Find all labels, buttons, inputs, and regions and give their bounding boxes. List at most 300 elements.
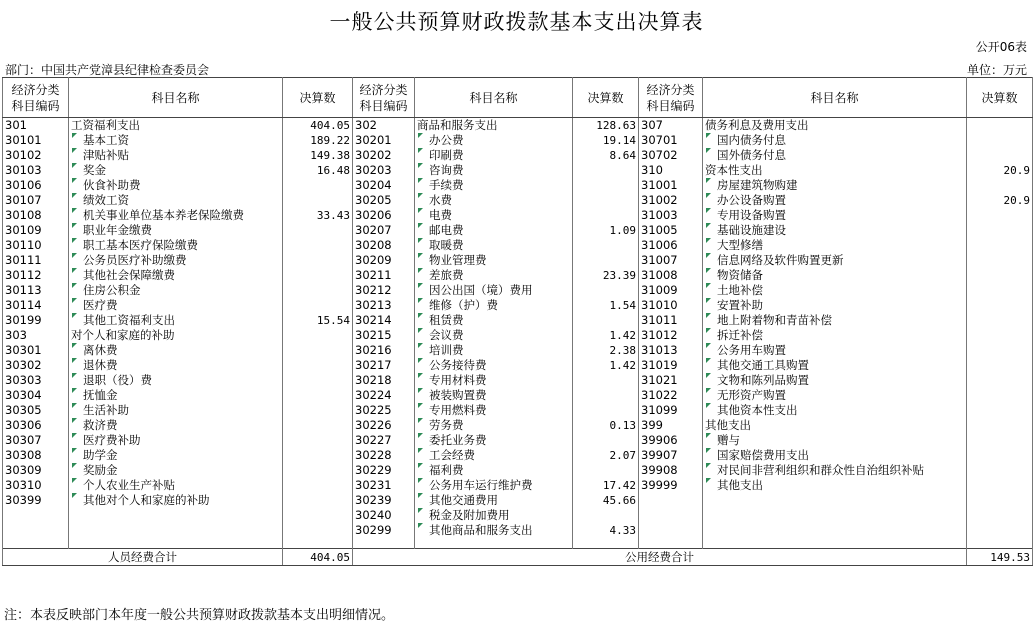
name-cell-2: 维修（护）费 [415, 298, 573, 313]
code-cell-1: 30114 [3, 298, 69, 313]
name-cell-3: 安置补助 [703, 298, 967, 313]
name-cell-2: 其他商品和服务支出 [415, 523, 573, 538]
code-cell-2: 30205 [353, 193, 415, 208]
code-cell-1: 30302 [3, 358, 69, 373]
name-cell-3 [703, 493, 967, 508]
table-row [3, 343, 1033, 358]
amount-cell-1 [283, 193, 353, 208]
amount-cell-2: 2.07 [573, 448, 639, 463]
code-cell-3: 31007 [639, 253, 703, 268]
code-cell-1 [3, 508, 69, 523]
code-cell-1: 30109 [3, 223, 69, 238]
amount-cell-2: 1.42 [573, 358, 639, 373]
name-cell-1: 基本工资 [69, 133, 283, 148]
name-cell-3: 土地补偿 [703, 283, 967, 298]
code-cell-3: 399 [639, 418, 703, 433]
name-cell-2: 电费 [415, 208, 573, 223]
amount-cell-1 [283, 178, 353, 193]
code-cell-1: 30113 [3, 283, 69, 298]
name-cell-3: 国家赔偿费用支出 [703, 448, 967, 463]
name-cell-3: 无形资产购置 [703, 388, 967, 403]
code-cell-2: 30239 [353, 493, 415, 508]
code-cell-1: 30199 [3, 313, 69, 328]
table-row [3, 373, 1033, 388]
name-cell-1: 助学金 [69, 448, 283, 463]
amount-cell-3 [967, 238, 1033, 253]
code-cell-2: 30209 [353, 253, 415, 268]
footnote: 注：本表反映部门本年度一般公共预算财政拨款基本支出明细情况。 [4, 608, 395, 623]
amount-cell-2 [573, 403, 639, 418]
amount-cell-2 [573, 178, 639, 193]
name-cell-3: 其他支出 [703, 418, 967, 433]
table-row [3, 163, 1033, 178]
table-row [3, 433, 1033, 448]
code-cell-2: 30204 [353, 178, 415, 193]
name-cell-3: 物资储备 [703, 268, 967, 283]
amount-cell-3 [967, 223, 1033, 238]
name-cell-2: 专用燃料费 [415, 403, 573, 418]
amount-cell-2: 2.38 [573, 343, 639, 358]
amount-cell-3 [967, 403, 1033, 418]
name-cell-3 [703, 508, 967, 523]
table-row [3, 148, 1033, 163]
name-cell-3: 地上附着物和青苗补偿 [703, 313, 967, 328]
table-row [3, 523, 1033, 538]
amount-cell-1 [283, 283, 353, 298]
name-cell-2: 委托业务费 [415, 433, 573, 448]
name-cell-3: 国内债务付息 [703, 133, 967, 148]
amount-cell-3 [967, 283, 1033, 298]
department-label: 部门：中国共产党漳县纪律检查委员会 [5, 63, 210, 77]
code-cell-2: 30202 [353, 148, 415, 163]
code-cell-3: 310 [639, 163, 703, 178]
name-cell-3: 债务利息及费用支出 [703, 118, 967, 134]
code-cell-1: 30308 [3, 448, 69, 463]
amount-cell-1 [283, 238, 353, 253]
spacer-cell [703, 538, 967, 549]
expenditure-table [2, 77, 1033, 566]
code-cell-2: 30228 [353, 448, 415, 463]
code-cell-3: 39999 [639, 478, 703, 493]
name-cell-1: 公务员医疗补助缴费 [69, 253, 283, 268]
spacer-cell [69, 538, 283, 549]
amount-cell-2 [573, 253, 639, 268]
name-cell-1: 奖金 [69, 163, 283, 178]
table-row [3, 283, 1033, 298]
name-cell-1: 医疗费补助 [69, 433, 283, 448]
amount-cell-3 [967, 343, 1033, 358]
amount-cell-2 [573, 208, 639, 223]
amount-cell-3 [967, 508, 1033, 523]
amount-cell-2 [573, 163, 639, 178]
code-cell-2: 30227 [353, 433, 415, 448]
amount-cell-3 [967, 358, 1033, 373]
personnel-total-value: 404.05 [283, 549, 353, 566]
code-cell-2: 30215 [353, 328, 415, 343]
name-cell-2: 劳务费 [415, 418, 573, 433]
totals-row [3, 549, 1033, 566]
code-cell-1: 30108 [3, 208, 69, 223]
amount-cell-3 [967, 418, 1033, 433]
code-cell-3: 31002 [639, 193, 703, 208]
name-cell-3: 房屋建筑物购建 [703, 178, 967, 193]
amount-cell-2: 23.39 [573, 268, 639, 283]
code-cell-3: 31099 [639, 403, 703, 418]
table-row [3, 208, 1033, 223]
code-cell-2: 30211 [353, 268, 415, 283]
amount-cell-1 [283, 523, 353, 538]
code-cell-2: 30224 [353, 388, 415, 403]
amount-cell-1 [283, 508, 353, 523]
amount-cell-2 [573, 238, 639, 253]
code-cell-3: 31009 [639, 283, 703, 298]
code-cell-1: 30310 [3, 478, 69, 493]
personnel-total-label: 人员经费合计 [3, 549, 283, 566]
amount-cell-3 [967, 208, 1033, 223]
code-cell-1: 30112 [3, 268, 69, 283]
unit-label: 单位：万元 [966, 63, 1027, 77]
spacer-cell [967, 538, 1033, 549]
name-cell-3: 其他交通工具购置 [703, 358, 967, 373]
amount-cell-3: 20.9 [967, 193, 1033, 208]
table-row [3, 463, 1033, 478]
name-cell-2: 税金及附加费用 [415, 508, 573, 523]
spacer-cell [639, 538, 703, 549]
table-row [3, 313, 1033, 328]
name-cell-2: 公务用车运行维护费 [415, 478, 573, 493]
name-cell-1: 对个人和家庭的补助 [69, 328, 283, 343]
name-cell-2: 培训费 [415, 343, 573, 358]
code-cell-1: 30399 [3, 493, 69, 508]
amount-cell-3 [967, 373, 1033, 388]
amount-cell-2 [573, 313, 639, 328]
amount-cell-3 [967, 298, 1033, 313]
code-cell-2: 30240 [353, 508, 415, 523]
amount-cell-2: 19.14 [573, 133, 639, 148]
name-cell-1: 离休费 [69, 343, 283, 358]
table-row [3, 493, 1033, 508]
spacer-row [3, 538, 1033, 549]
code-cell-3: 31013 [639, 343, 703, 358]
name-cell-3: 其他资本性支出 [703, 403, 967, 418]
code-cell-3: 39907 [639, 448, 703, 463]
code-cell-3: 31011 [639, 313, 703, 328]
code-cell-3 [639, 493, 703, 508]
name-cell-1: 职工基本医疗保险缴费 [69, 238, 283, 253]
code-cell-2: 30203 [353, 163, 415, 178]
name-cell-1: 医疗费 [69, 298, 283, 313]
name-cell-1: 住房公积金 [69, 283, 283, 298]
amount-cell-2 [573, 433, 639, 448]
amount-cell-1 [283, 373, 353, 388]
code-cell-1: 30305 [3, 403, 69, 418]
amount-cell-3: 20.9 [967, 163, 1033, 178]
code-cell-2: 30201 [353, 133, 415, 148]
name-cell-1: 机关事业单位基本养老保险缴费 [69, 208, 283, 223]
code-cell-3: 31008 [639, 268, 703, 283]
name-cell-1: 生活补助 [69, 403, 283, 418]
code-cell-2: 30299 [353, 523, 415, 538]
amount-cell-2 [573, 508, 639, 523]
name-cell-1: 退职（役）费 [69, 373, 283, 388]
amount-cell-1 [283, 388, 353, 403]
name-cell-2: 工会经费 [415, 448, 573, 463]
amount-cell-2: 17.42 [573, 478, 639, 493]
name-cell-3: 对民间非营利组织和群众性自治组织补贴 [703, 463, 967, 478]
header-code-3: 经济分类 科目编码 [639, 78, 703, 118]
name-cell-3: 资本性支出 [703, 163, 967, 178]
amount-cell-1 [283, 298, 353, 313]
code-cell-3: 31010 [639, 298, 703, 313]
table-row [3, 448, 1033, 463]
amount-cell-3 [967, 253, 1033, 268]
table-row [3, 388, 1033, 403]
amount-cell-3 [967, 523, 1033, 538]
name-cell-1: 个人农业生产补贴 [69, 478, 283, 493]
code-cell-1: 30307 [3, 433, 69, 448]
code-cell-2: 30231 [353, 478, 415, 493]
code-cell-1: 30101 [3, 133, 69, 148]
name-cell-3: 赠与 [703, 433, 967, 448]
code-cell-1: 30107 [3, 193, 69, 208]
table-row [3, 193, 1033, 208]
amount-cell-1: 33.43 [283, 208, 353, 223]
name-cell-2: 差旅费 [415, 268, 573, 283]
code-cell-3: 31005 [639, 223, 703, 238]
amount-cell-2 [573, 388, 639, 403]
amount-cell-3 [967, 268, 1033, 283]
name-cell-2: 水费 [415, 193, 573, 208]
code-cell-2: 30229 [353, 463, 415, 478]
table-row [3, 298, 1033, 313]
code-cell-2: 30207 [353, 223, 415, 238]
code-cell-1: 30301 [3, 343, 69, 358]
amount-cell-3 [967, 493, 1033, 508]
name-cell-2: 印刷费 [415, 148, 573, 163]
amount-cell-2 [573, 283, 639, 298]
code-cell-1: 30110 [3, 238, 69, 253]
name-cell-1: 救济费 [69, 418, 283, 433]
public-total-label: 公用经费合计 [353, 549, 967, 566]
name-cell-1: 津贴补贴 [69, 148, 283, 163]
table-row [3, 403, 1033, 418]
header-amount-3: 决算数 [967, 78, 1033, 118]
code-cell-1: 30303 [3, 373, 69, 388]
code-cell-1: 30304 [3, 388, 69, 403]
spacer-cell [415, 538, 573, 549]
code-cell-3: 31003 [639, 208, 703, 223]
code-cell-1: 30111 [3, 253, 69, 268]
code-cell-3: 30701 [639, 133, 703, 148]
code-cell-2: 30216 [353, 343, 415, 358]
code-cell-1: 303 [3, 328, 69, 343]
amount-cell-3 [967, 133, 1033, 148]
name-cell-2: 会议费 [415, 328, 573, 343]
amount-cell-1: 15.54 [283, 313, 353, 328]
name-cell-1 [69, 508, 283, 523]
table-row [3, 508, 1033, 523]
name-cell-1: 退休费 [69, 358, 283, 373]
name-cell-3 [703, 523, 967, 538]
table-row [3, 478, 1033, 493]
table-row [3, 268, 1033, 283]
name-cell-2: 专用材料费 [415, 373, 573, 388]
code-cell-3: 307 [639, 118, 703, 134]
header-code-2: 经济分类 科目编码 [353, 78, 415, 118]
amount-cell-3 [967, 463, 1033, 478]
code-cell-1: 30106 [3, 178, 69, 193]
code-cell-3: 31001 [639, 178, 703, 193]
name-cell-3: 基础设施建设 [703, 223, 967, 238]
name-cell-2: 咨询费 [415, 163, 573, 178]
code-cell-1: 30309 [3, 463, 69, 478]
name-cell-2: 其他交通费用 [415, 493, 573, 508]
table-row [3, 133, 1033, 148]
code-cell-1: 30102 [3, 148, 69, 163]
amount-cell-3 [967, 433, 1033, 448]
amount-cell-3 [967, 313, 1033, 328]
name-cell-2: 租赁费 [415, 313, 573, 328]
name-cell-2: 取暖费 [415, 238, 573, 253]
header-amount-2: 决算数 [573, 78, 639, 118]
amount-cell-1 [283, 418, 353, 433]
header-name-1: 科目名称 [69, 78, 283, 118]
amount-cell-3 [967, 478, 1033, 493]
name-cell-1: 职业年金缴费 [69, 223, 283, 238]
table-row [3, 253, 1033, 268]
code-cell-3: 31012 [639, 328, 703, 343]
name-cell-1: 其他社会保障缴费 [69, 268, 283, 283]
table-row [3, 418, 1033, 433]
name-cell-3: 公务用车购置 [703, 343, 967, 358]
name-cell-2: 因公出国（境）费用 [415, 283, 573, 298]
name-cell-1 [69, 523, 283, 538]
code-cell-3 [639, 508, 703, 523]
amount-cell-2: 1.09 [573, 223, 639, 238]
code-cell-2: 30214 [353, 313, 415, 328]
amount-cell-1 [283, 328, 353, 343]
amount-cell-3 [967, 448, 1033, 463]
code-cell-3: 31021 [639, 373, 703, 388]
name-cell-1: 绩效工资 [69, 193, 283, 208]
amount-cell-3 [967, 118, 1033, 134]
amount-cell-2: 0.13 [573, 418, 639, 433]
name-cell-3: 信息网络及软件购置更新 [703, 253, 967, 268]
code-cell-3: 39908 [639, 463, 703, 478]
name-cell-3: 文物和陈列品购置 [703, 373, 967, 388]
amount-cell-2 [573, 463, 639, 478]
amount-cell-2: 4.33 [573, 523, 639, 538]
name-cell-2: 商品和服务支出 [415, 118, 573, 134]
code-cell-3 [639, 523, 703, 538]
amount-cell-1 [283, 433, 353, 448]
name-cell-2: 物业管理费 [415, 253, 573, 268]
amount-cell-1 [283, 403, 353, 418]
code-cell-2: 30208 [353, 238, 415, 253]
amount-cell-1: 404.05 [283, 118, 353, 134]
header-name-3: 科目名称 [703, 78, 967, 118]
amount-cell-1 [283, 493, 353, 508]
table-row [3, 358, 1033, 373]
name-cell-3: 拆迁补偿 [703, 328, 967, 343]
name-cell-2: 手续费 [415, 178, 573, 193]
code-cell-2: 30226 [353, 418, 415, 433]
amount-cell-2 [573, 373, 639, 388]
code-cell-1: 301 [3, 118, 69, 134]
code-cell-3: 31019 [639, 358, 703, 373]
amount-cell-1: 149.38 [283, 148, 353, 163]
code-cell-2: 30225 [353, 403, 415, 418]
name-cell-3: 大型修缮 [703, 238, 967, 253]
form-code: 公开06表 [975, 40, 1027, 54]
code-cell-2: 30213 [353, 298, 415, 313]
amount-cell-2: 45.66 [573, 493, 639, 508]
code-cell-2: 30206 [353, 208, 415, 223]
name-cell-1: 奖励金 [69, 463, 283, 478]
code-cell-2: 302 [353, 118, 415, 134]
name-cell-3: 国外债务付息 [703, 148, 967, 163]
name-cell-3: 专用设备购置 [703, 208, 967, 223]
public-total-value: 149.53 [967, 549, 1033, 566]
spacer-cell [283, 538, 353, 549]
code-cell-1: 30306 [3, 418, 69, 433]
amount-cell-1 [283, 268, 353, 283]
amount-cell-3 [967, 178, 1033, 193]
name-cell-2: 福利费 [415, 463, 573, 478]
name-cell-2: 邮电费 [415, 223, 573, 238]
table-row [3, 223, 1033, 238]
code-cell-3: 31006 [639, 238, 703, 253]
name-cell-2: 公务接待费 [415, 358, 573, 373]
amount-cell-1: 189.22 [283, 133, 353, 148]
amount-cell-1 [283, 358, 353, 373]
amount-cell-1 [283, 343, 353, 358]
amount-cell-3 [967, 328, 1033, 343]
name-cell-1: 抚恤金 [69, 388, 283, 403]
table-header [3, 78, 1033, 118]
amount-cell-1 [283, 448, 353, 463]
amount-cell-2: 1.42 [573, 328, 639, 343]
name-cell-1: 其他工资福利支出 [69, 313, 283, 328]
code-cell-2: 30217 [353, 358, 415, 373]
table-row [3, 118, 1033, 134]
name-cell-1: 其他对个人和家庭的补助 [69, 493, 283, 508]
amount-cell-1: 16.48 [283, 163, 353, 178]
amount-cell-3 [967, 388, 1033, 403]
amount-cell-1 [283, 463, 353, 478]
header-code-1: 经济分类 科目编码 [3, 78, 69, 118]
header-name-2: 科目名称 [415, 78, 573, 118]
spacer-cell [353, 538, 415, 549]
name-cell-2: 办公费 [415, 133, 573, 148]
code-cell-1 [3, 523, 69, 538]
name-cell-1: 工资福利支出 [69, 118, 283, 134]
spacer-cell [573, 538, 639, 549]
table-row [3, 238, 1033, 253]
code-cell-2: 30212 [353, 283, 415, 298]
amount-cell-1 [283, 223, 353, 238]
page-title: 一般公共预算财政拨款基本支出决算表 [329, 10, 704, 34]
name-cell-3: 办公设备购置 [703, 193, 967, 208]
code-cell-3: 31022 [639, 388, 703, 403]
table-row [3, 328, 1033, 343]
code-cell-3: 39906 [639, 433, 703, 448]
spacer-cell [3, 538, 69, 549]
name-cell-1: 伙食补助费 [69, 178, 283, 193]
amount-cell-2 [573, 193, 639, 208]
name-cell-3: 其他支出 [703, 478, 967, 493]
code-cell-3: 30702 [639, 148, 703, 163]
